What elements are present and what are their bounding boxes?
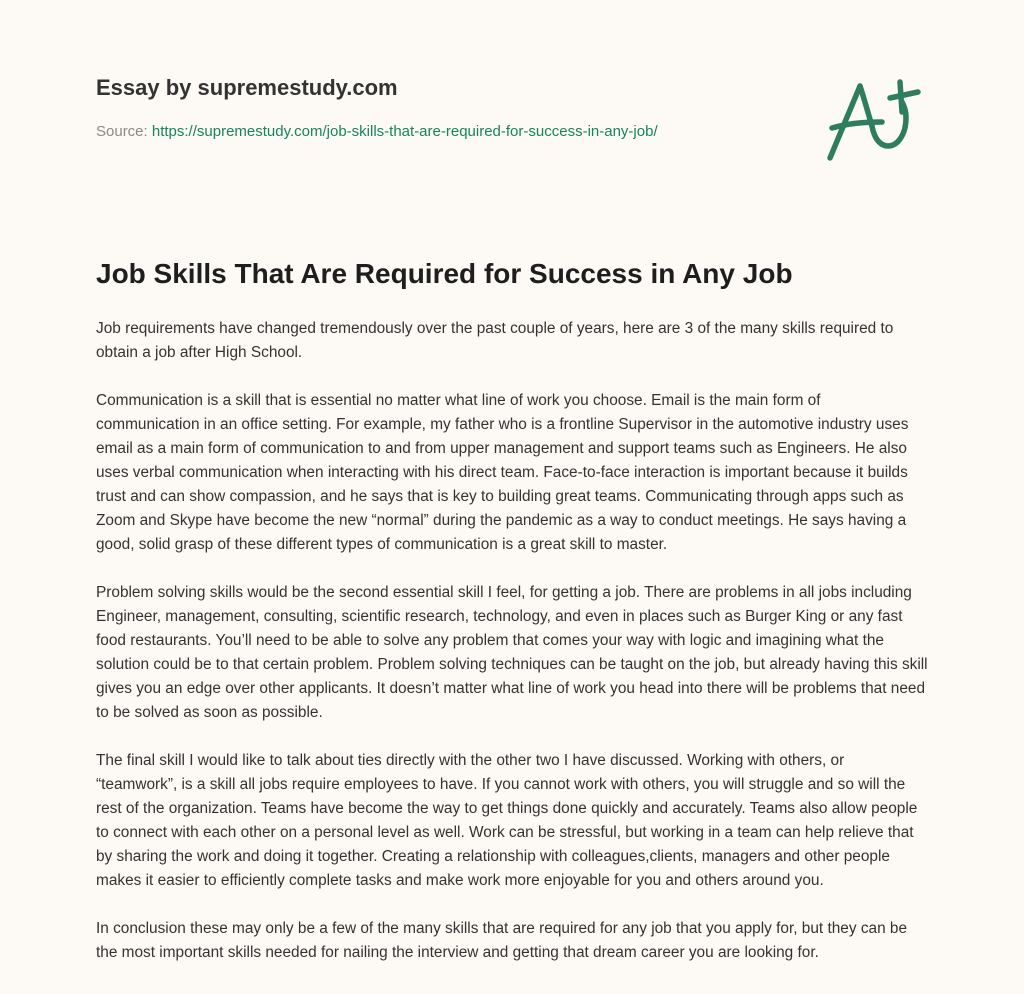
essay-body <box>96 255 928 965</box>
source-label: Source: <box>96 123 152 140</box>
source-line <box>96 122 796 142</box>
communication-paragraph: Communication is a skill that is essential no matter what line of work you choose. Email is the main form of communication in an office setting. For example, my father who is a frontline Supervisor in the automotive industry uses email as a main form of communication to and from upper management and support teams such as Engineers. He also uses verbal communication when interacting with his direct team. Face-to-face interaction is important because it builds trust and can show compassion, and he says that is key to building great teams. Communicating through apps such as Zoom and Skype have become the new “normal” during the pandemic as a way to conduct meetings. He says having a good, solid grasp of these different types of communication is a great skill to master. <box>96 392 909 553</box>
site-title: Essay by supremestudy.com <box>96 75 398 100</box>
source-link[interactable]: https://supremestudy.com/job-skills-that-are-required-for-success-in-any-job/ <box>151 123 658 140</box>
conclusion-paragraph: In conclusion these may only be a few of the many skills that are required for any job that you apply for, but they can be the most important skills needed for nailing the interview and getting that dream career you are looking for. <box>96 920 908 961</box>
essay-header <box>96 74 796 142</box>
intro-paragraph: Job requirements have changed tremendously over the past couple of years, here are 3 of the many skills required to obtain a job after High School. <box>96 320 894 361</box>
essay-paragraphs <box>96 317 928 965</box>
teamwork-paragraph: The final skill I would like to talk about ties directly with the other two I have discussed. Working with others, or “teamwork”, is a skill all jobs require employees to have. If you cannot work with others, you will struggle and so will the rest of the organization. Teams have become the way to get things done quickly and accurately. Teams also allow people to connect with each other on a personal level as well. Work can be stressful, but working in a team can help relieve that by sharing the work and doing it together. Creating a relationship with colleagues,clients, managers and other people makes it easier to efficiently complete tasks and make work more enjoyable for you and others around you. <box>96 752 918 889</box>
problem-solving-paragraph: Problem solving skills would be the second essential skill I feel, for getting a job. There are problems in all jobs including Engineer, management, consulting, scientific research, technology, and even in places such as Burger King or any fast food restaurants. You’ll need to be able to solve any problem that comes your way with logic and imagining what the solution could be to that certain problem. Problem solving techniques can be taught on the job, but already having this skill gives you an edge over other applicants. It doesn’t matter what line of work you head into there will be problems that need to be solved as soon as possible. <box>96 584 928 721</box>
a-plus-grade-icon <box>820 68 930 168</box>
essay-title: Job Skills That Are Required for Success in Any Job <box>96 258 793 289</box>
